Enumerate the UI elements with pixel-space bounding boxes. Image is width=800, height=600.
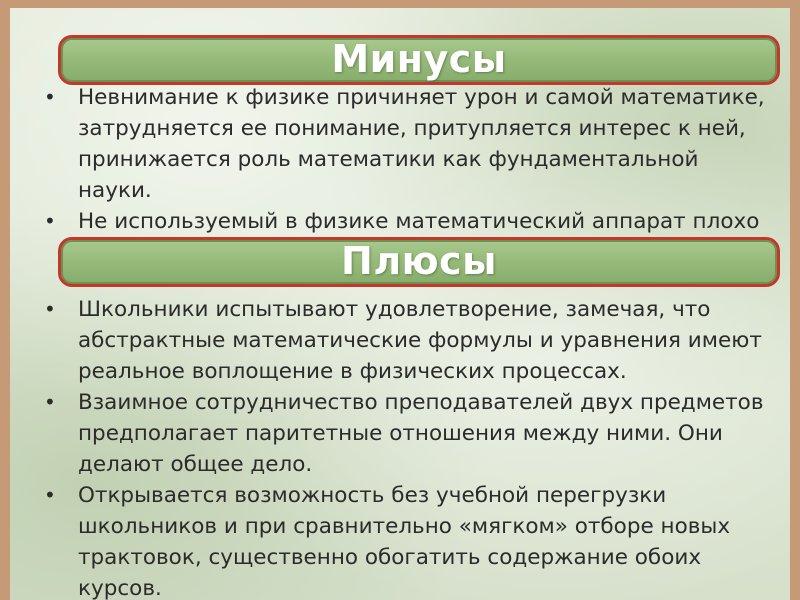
list-item-text: Не используемый в физике математический аппарат плохо: [78, 209, 760, 234]
list-item-text: Взаимное сотрудничество преподавателей двух предметов предполагает паритетные отношения между ними. Они делают общее дело.: [78, 390, 764, 477]
bullet-icon: •: [44, 390, 56, 414]
minusy-header: [58, 35, 780, 85]
list-item: [34, 294, 774, 387]
list-item-text: Школьники испытывают удовлетворение, замечая, что абстрактные математические формулы и уравнения имеют реальное воплощение в физических процессах.: [78, 297, 762, 384]
list-item-text: Невнимание к физике причиняет урон и самой математике, затрудняется ее понимание, притупляется интерес к ней, принижается роль математики как фундаментальной науки.: [78, 85, 765, 203]
slide: [10, 8, 790, 600]
bullet-icon: •: [44, 209, 56, 233]
minusy-title: Минусы: [331, 37, 507, 81]
list-item: [34, 480, 774, 600]
bullet-icon: •: [44, 483, 56, 507]
list-item: [34, 387, 774, 480]
plusy-title: Плюсы: [341, 239, 497, 283]
plusy-list: [34, 294, 774, 600]
bullet-icon: •: [44, 85, 56, 109]
list-item: [34, 82, 774, 206]
bullet-icon: •: [44, 297, 56, 321]
plusy-header: [58, 237, 780, 287]
list-item-text: Открывается возможность без учебной перегрузки школьников и при сравнительно «мягком» отборе новых трактовок, существенно обогатить содержание обоих курсов.: [78, 483, 731, 600]
